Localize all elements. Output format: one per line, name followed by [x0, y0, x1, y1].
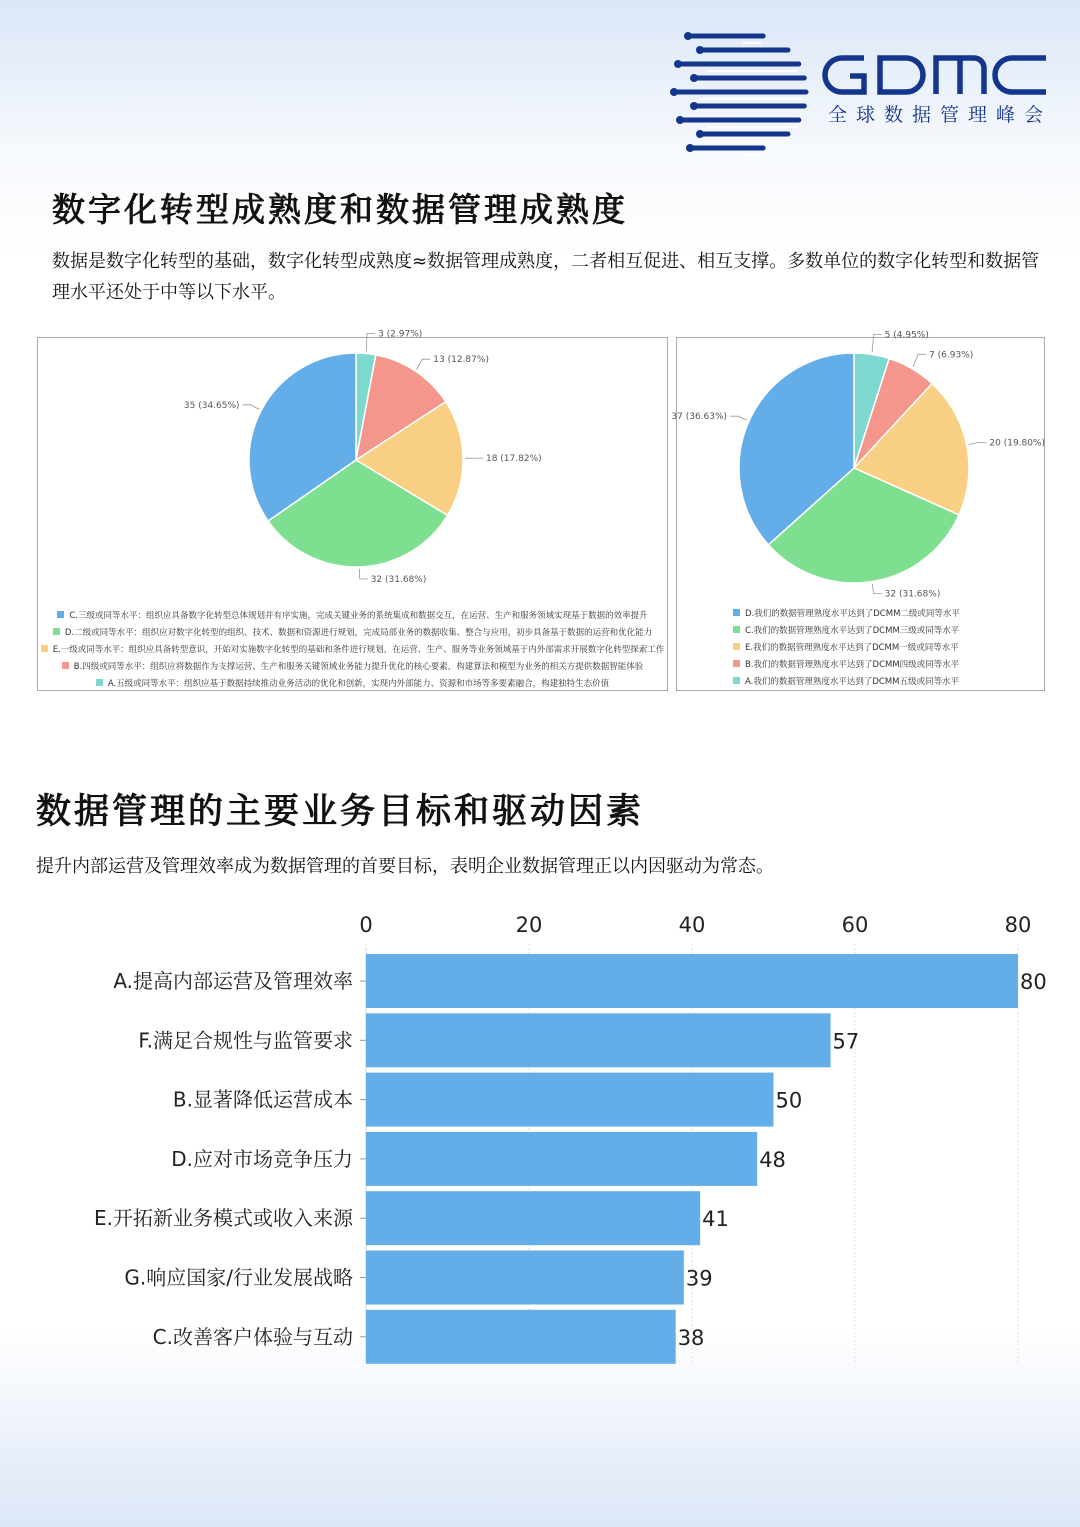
logo-dot	[676, 116, 684, 124]
bar-category-label: D.应对市场竞争压力	[171, 1146, 353, 1171]
bar	[366, 1191, 700, 1245]
legend-item	[733, 672, 960, 689]
logo-dot	[696, 46, 704, 54]
legend-item	[57, 606, 647, 623]
logo-dot	[686, 144, 694, 152]
pie-leader-line	[969, 443, 987, 445]
legend-swatch	[733, 660, 740, 667]
bar-value-label: 48	[759, 1147, 786, 1172]
section-description-maturity: 数据是数字化转型的基础，数字化转型成熟度≈数据管理成熟度，二者相互促进、相互支撑。多数单位的数字化转型和数据管理水平还处于中等以下水平。	[52, 251, 1040, 303]
pie-leader-line	[913, 354, 926, 367]
legend-label: D.二级或同等水平：组织应对数字化转型的组织、技术、数据和资源进行规划，完成局部业务的数据收集、整合与应用，初步具备基于数据的运营和优化能力	[64, 627, 653, 638]
logo-dot	[690, 102, 698, 110]
legend-swatch	[733, 609, 740, 616]
data-management-pie-chart	[671, 330, 1046, 604]
pie-legend-digital	[38, 606, 667, 691]
gdmc-logo	[670, 28, 1060, 158]
pie-leader-line	[417, 359, 431, 369]
bar-axis-tick-label: 40	[678, 913, 706, 937]
logo-subtitle: 全球数据管理峰会	[828, 104, 1053, 126]
legend-swatch	[41, 645, 48, 652]
pie-leader-line	[366, 334, 375, 352]
legend-swatch	[733, 626, 740, 633]
logo-letter-d	[880, 58, 923, 92]
bar-axis-tick-label: 0	[359, 913, 373, 937]
legend-label: A.五级或同等水平：组织应基于数据持续推动业务活动的优化和创新，实现内外部能力、资源和市场等多要素融合，构建独特生态价值	[107, 678, 610, 689]
bar-axis-tick-label: 20	[515, 913, 543, 937]
section-title-maturity: 数字化转型成熟度和数据管理成熟度	[52, 190, 628, 229]
pie-data-label: 32 (31.68%)	[370, 574, 427, 585]
pie-leader-line	[872, 584, 882, 594]
legend-label: A.我们的数据管理熟度水平达到了DCMM五级或同等水平	[745, 676, 960, 687]
pie-leader-line	[872, 335, 882, 353]
bar-category-label: B.显著降低运营成本	[172, 1087, 353, 1112]
pie-data-label: 35 (34.65%)	[183, 400, 240, 411]
legend-swatch	[733, 643, 740, 650]
pie-leader-line	[243, 405, 260, 410]
legend-label: B.四级或同等水平：组织应将数据作为支撑运营、生产和服务关键领域业务能力提升优化的核心要素，构建算法和模型为业务的相关方提供数据智能体验	[73, 661, 644, 672]
bar-category-label: A.提高内部运营及管理效率	[113, 969, 353, 993]
legend-swatch	[53, 628, 60, 635]
pie-data-label: 7 (6.93%)	[929, 350, 974, 361]
bar-value-label: 41	[702, 1207, 729, 1232]
legend-item	[733, 604, 960, 621]
logo-wordmark	[826, 50, 1056, 100]
pie-data-label: 3 (2.97%)	[378, 329, 423, 340]
pie-legend-dcmm	[733, 604, 960, 689]
pie-leader-line	[730, 416, 747, 420]
business-drivers-bar-chart	[0, 900, 1080, 1370]
legend-label: D.我们的数据管理熟度水平达到了DCMM二级或同等水平	[745, 608, 960, 619]
logo-dot	[690, 74, 698, 82]
logo-letter-c	[995, 58, 1046, 92]
data-management-pie-panel	[671, 330, 1046, 691]
legend-item	[96, 674, 609, 691]
bar-axis-tick-label: 60	[841, 913, 869, 937]
legend-label: C.三级或同等水平：组织应具备数字化转型总体规划并有序实施，完成关键业务的系统集成和数据交互，在运营、生产和服务领域实现基于数据的效率提升	[69, 610, 648, 621]
bar-value-label: 57	[832, 1029, 860, 1054]
legend-item	[733, 655, 960, 672]
digital-transformation-pie-panel	[37, 329, 668, 691]
bar-axis-tick-label: 80	[1004, 913, 1032, 937]
legend-label: E.一级或同等水平：组织应具备转型意识，开始对实施数字化转型的基础和条件进行规划，在运营、生产、服务等业务领域基于内外部需求开展数字化转型探索工作	[52, 644, 665, 655]
digital-transformation-pie-chart	[38, 329, 667, 606]
legend-item	[733, 638, 960, 655]
legend-item	[53, 623, 652, 640]
bar	[366, 1310, 676, 1364]
logo-mark-icon	[670, 28, 820, 158]
legend-swatch	[96, 679, 103, 686]
logo-dot	[684, 32, 692, 40]
bar-value-label: 50	[775, 1088, 803, 1113]
logo-dot	[674, 60, 682, 68]
legend-swatch	[62, 662, 69, 669]
legend-item	[41, 640, 665, 657]
legend-label: B.我们的数据管理熟度水平达到了DCMM四级或同等水平	[745, 659, 960, 670]
logo-letter-g	[825, 58, 864, 92]
pie-data-label: 32 (31.68%)	[884, 589, 941, 600]
legend-item	[733, 621, 960, 638]
pie-data-label: 13 (12.87%)	[433, 355, 489, 366]
logo-dot	[696, 130, 704, 138]
logo-letter-m	[936, 58, 984, 94]
logo-dot	[670, 88, 678, 96]
bar-value-label: 39	[685, 1266, 713, 1291]
pie-data-label: 37 (36.63%)	[671, 412, 728, 423]
bar-category-label: F.满足合规性与监管要求	[138, 1028, 353, 1053]
section-title-drivers: 数据管理的主要业务目标和驱动因素	[36, 792, 645, 832]
bar-value-label: 80	[1020, 970, 1047, 994]
legend-swatch	[733, 677, 740, 684]
section-description-drivers: 提升内部运营及管理效率成为数据管理的首要目标，表明企业数据管理正以内因驱动为常态。	[36, 856, 774, 877]
pie-data-label: 20 (19.80%)	[989, 438, 1046, 449]
pie-data-label: 18 (17.82%)	[485, 454, 542, 465]
legend-label: E.我们的数据管理熟度水平达到了DCMM一级或同等水平	[745, 642, 959, 653]
legend-swatch	[57, 611, 64, 618]
bar	[366, 1132, 757, 1186]
bar-category-label: E.开拓新业务模式或收入来源	[94, 1206, 353, 1231]
pie-data-label: 5 (4.95%)	[884, 330, 929, 341]
legend-item	[62, 657, 644, 674]
bar	[366, 1013, 831, 1067]
bar	[366, 1073, 774, 1127]
bar-value-label: 38	[677, 1325, 705, 1350]
bar-category-label: G.响应国家/行业发展战略	[124, 1265, 353, 1290]
bar	[366, 954, 1018, 1008]
bar-category-label: C.改善客户体验与互动	[152, 1324, 353, 1349]
legend-label: C.我们的数据管理熟度水平达到了DCMM三级或同等水平	[745, 625, 960, 636]
pie-leader-line	[359, 569, 367, 579]
bar	[366, 1251, 684, 1305]
